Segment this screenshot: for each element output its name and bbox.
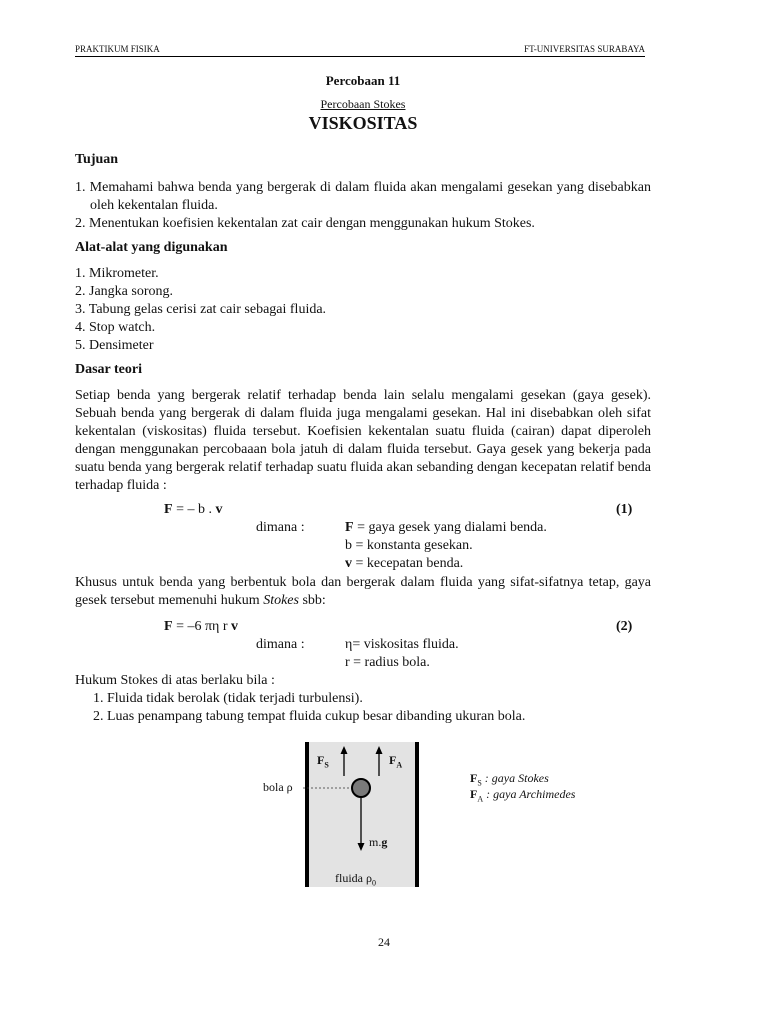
eq2-def-eta: η= viskositas fluida. <box>345 637 459 652</box>
conditions-intro: Hukum Stokes di atas berlaku bila : <box>75 673 275 688</box>
legend-fa: $F_A$ : gaya Archimedes <box>470 787 576 804</box>
section-heading-tujuan: Tujuan <box>75 152 119 167</box>
mg-label: m.g <box>369 835 388 849</box>
page-number: 24 <box>378 935 390 949</box>
eq1-def-v: v = kecepatan benda. <box>345 556 464 571</box>
ball <box>352 779 370 797</box>
eq1-dimana: dimana : <box>256 520 305 535</box>
fluida-label: fluida $\rho_0$ <box>335 871 376 888</box>
eq1-def-b: b = konstanta gesekan. <box>345 538 473 553</box>
tube-wall-left <box>305 742 309 887</box>
theory-paragraph: Setiap benda yang bergerak relatif terhadap benda lain selalu mengalami gesekan (gaya gesek). Sebuah benda yang bergerak di dalam fluida juga mengalami gesekan. Hal ini disebabkan oleh sifat kekentalan (viskositas) fluida tersebut. Koefisien kekentalan suatu fluida (cairan) dapat diperoleh dengan menggunakan percobaaan bola jatuh di dalam fluida tersebut. Gaya gesek yang bekerja pada suatu benda yang bergerak relatif terhadap suatu fluida akan sebanding dengan kecepatan relatif benda terhadap fluida : <box>75 388 651 493</box>
equation-2: F = –6 πη r v <box>164 619 239 634</box>
experiment-subtitle: Percobaan Stokes <box>320 97 406 111</box>
list-item: 5. Densimeter <box>75 338 154 353</box>
equation-2-number: (2) <box>616 619 633 634</box>
list-item: 1. Mikrometer. <box>75 266 159 281</box>
list-item: 1. Fluida tidak berolak (tidak terjadi turbulensi). <box>93 691 363 706</box>
header-right: FT-UNIVERSITAS SURABAYA <box>524 44 645 54</box>
list-item: 2. Luas penampang tabung tempat fluida cukup besar dibanding ukuran bola. <box>93 709 526 724</box>
fs-label: $F_S$ <box>317 753 329 770</box>
legend-fs: $F_S$ : gaya Stokes <box>470 771 549 788</box>
list-item: 2. Jangka sorong. <box>75 284 173 299</box>
section-heading-dasar: Dasar teori <box>75 362 142 377</box>
page-title: VISKOSITAS <box>308 113 418 133</box>
eq2-dimana: dimana : <box>256 637 305 652</box>
header-left: PRAKTIKUM FISIKA <box>75 44 160 54</box>
section-heading-alat: Alat-alat yang digunakan <box>75 240 228 255</box>
stokes-paragraph: Khusus untuk benda yang berbentuk bola dan bergerak dalam fluida yang sifat-sifatnya tetap, gaya gesek tersebut memenuhi hukum Stokes sbb: <box>75 575 651 608</box>
equation-1: F = – b . v <box>164 502 223 517</box>
tujuan-list <box>75 179 651 233</box>
list-item: 3. Tabung gelas cerisi zat cair sebagai fluida. <box>75 302 327 317</box>
page-header <box>75 44 645 57</box>
list-item: 2. Menentukan koefisien kekentalan zat cair dengan menggunakan hukum Stokes. <box>75 216 535 231</box>
fa-label: $F_A$ <box>389 753 403 770</box>
eq2-def-r: r = radius bola. <box>345 655 430 670</box>
alat-list <box>75 265 651 355</box>
experiment-number: Percobaan 11 <box>325 73 401 88</box>
list-item: 1. Memahami bahwa benda yang bergerak di dalam fluida akan mengalami gesekan yang disebabkan oleh kekentalan fluida. <box>75 180 651 213</box>
figure-drawing <box>250 738 620 888</box>
list-item: 4. Stop watch. <box>75 320 156 335</box>
tube-wall-right <box>415 742 419 887</box>
eq1-def-F: F = gaya gesek yang dialami benda. <box>345 520 547 535</box>
bola-label: bola ρ <box>263 780 293 794</box>
stokes-figure <box>250 738 620 888</box>
equation-1-number: (1) <box>616 502 633 517</box>
